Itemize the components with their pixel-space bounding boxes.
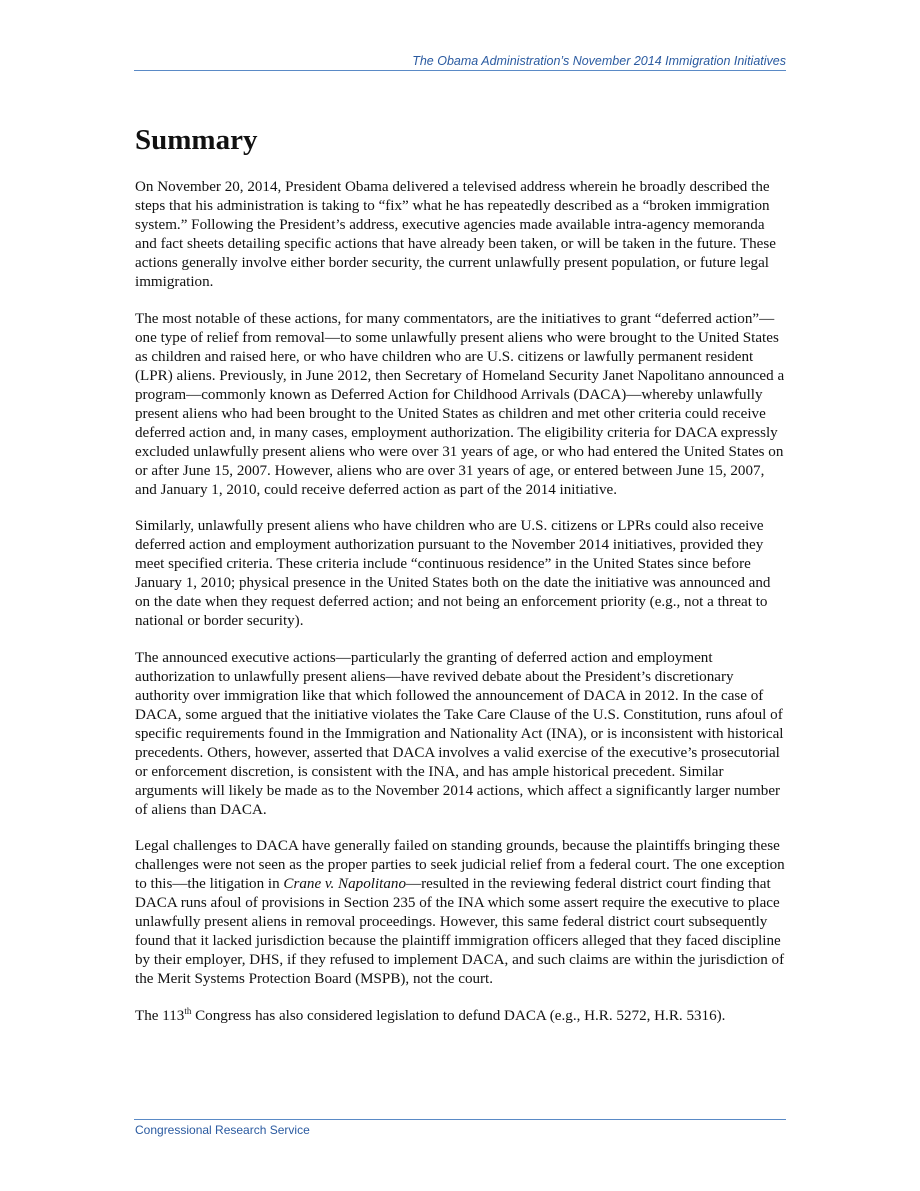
paragraph-4: The announced executive actions—particularly the granting of deferred action and employment authorization to unlawfully present aliens—have revived debate about the President’s discretionary authority over immigration like that which followed the announcement of DACA in 2012. In the case of DACA, some argued that the initiative violates the Take Care Clause of the U.S. Constitution, runs afoul of specific requirements found in the Immigration and Nationality Act (INA), or is inconsistent with historical precedents. Others, however, asserted that DACA involves a valid exercise of the executive’s prosecutorial or enforcement discretion, is consistent with the INA, and has ample historical precedent. Similar arguments will likely be made as to the November 2014 actions, which affect a significantly larger number of aliens than DACA. [135, 649, 784, 818]
footer-rule [134, 1119, 786, 1120]
page-title: Summary [135, 124, 258, 156]
paragraph-5-text-after: —resulted in the reviewing federal district court finding that DACA runs afoul of provisions in Section 235 of the INA which some assert require the executive to place unlawfully present aliens in removal proceedings. However, this same federal district court subsequently found that it lacked jurisdiction because the plaintiff immigration officers alleged that they faced discipline by their employer, DHS, if they refused to implement DACA, and such claims are within the jurisdiction of the Merit Systems Protection Board (MSPB), not the court. [135, 876, 785, 987]
ordinal-superscript: th [184, 1005, 192, 1016]
paragraph-2: The most notable of these actions, for many commentators, are the initiatives to grant “deferred action”—one type of relief from removal—to some unlawfully present aliens who were brought to the United States as children and raised here, or who have children who are U.S. citizens or lawfully permanent resident (LPR) aliens. Previously, in June 2012, then Secretary of Homeland Security Janet Napolitano announced a program—commonly known as Deferred Action for Childhood Arrivals (DACA)—whereby unlawfully present aliens who had been brought to the United States as children and met other criteria could receive deferred action and, in many cases, employment authorization. The eligibility criteria for DACA expressly excluded unlawfully present aliens who were over 31 years of age, or who had entered the United States on or after June 15, 2007. However, aliens who are over 31 years of age, or entered between June 15, 2007, and January 1, 2010, could receive deferred action as part of the 2014 initiative. [135, 310, 785, 498]
paragraph-6-text-before: The 113 [135, 1007, 185, 1024]
running-header: The Obama Administration’s November 2014 Immigration Initiatives [412, 54, 786, 68]
paragraph-6 [135, 1007, 787, 1026]
paragraph-3: Similarly, unlawfully present aliens who have children who are U.S. citizens or LPRs could also receive deferred action and employment authorization pursuant to the November 2014 initiatives, provided they meet specified criteria. These criteria include “continuous residence” in the United States since before January 1, 2010; physical presence in the United States both on the date the initiative was announced and on the date when they request deferred action; and not being an enforcement priority (e.g., not a threat to national or border security). [135, 518, 771, 629]
paragraph-5-text-before: Legal challenges to DACA have generally failed on standing grounds, because the plaintiffs bringing these challenges were not seen as the proper parties to seek judicial relief from a federal court. The one exception to this—the litigation in [135, 838, 785, 892]
paragraph-6-text-after: Congress has also considered legislation to defund DACA (e.g., H.R. 5272, H.R. 5316). [191, 1007, 726, 1024]
paragraph-5 [135, 837, 787, 989]
footer-text: Congressional Research Service [135, 1123, 310, 1137]
paragraph-1: On November 20, 2014, President Obama delivered a televised address wherein he broadly described the steps that his administration is taking to “fix” what he has repeatedly described as a “broken immigration system.” Following the President’s address, executive agencies made available intra-agency memoranda and fact sheets detailing specific actions that have already been taken, or will be taken in the future. These actions generally involve either border security, the current unlawfully present population, or future legal immigration. [135, 179, 776, 290]
header-rule [134, 70, 786, 71]
case-name: Crane v. Napolitano [283, 876, 406, 892]
document-body [135, 178, 787, 1043]
